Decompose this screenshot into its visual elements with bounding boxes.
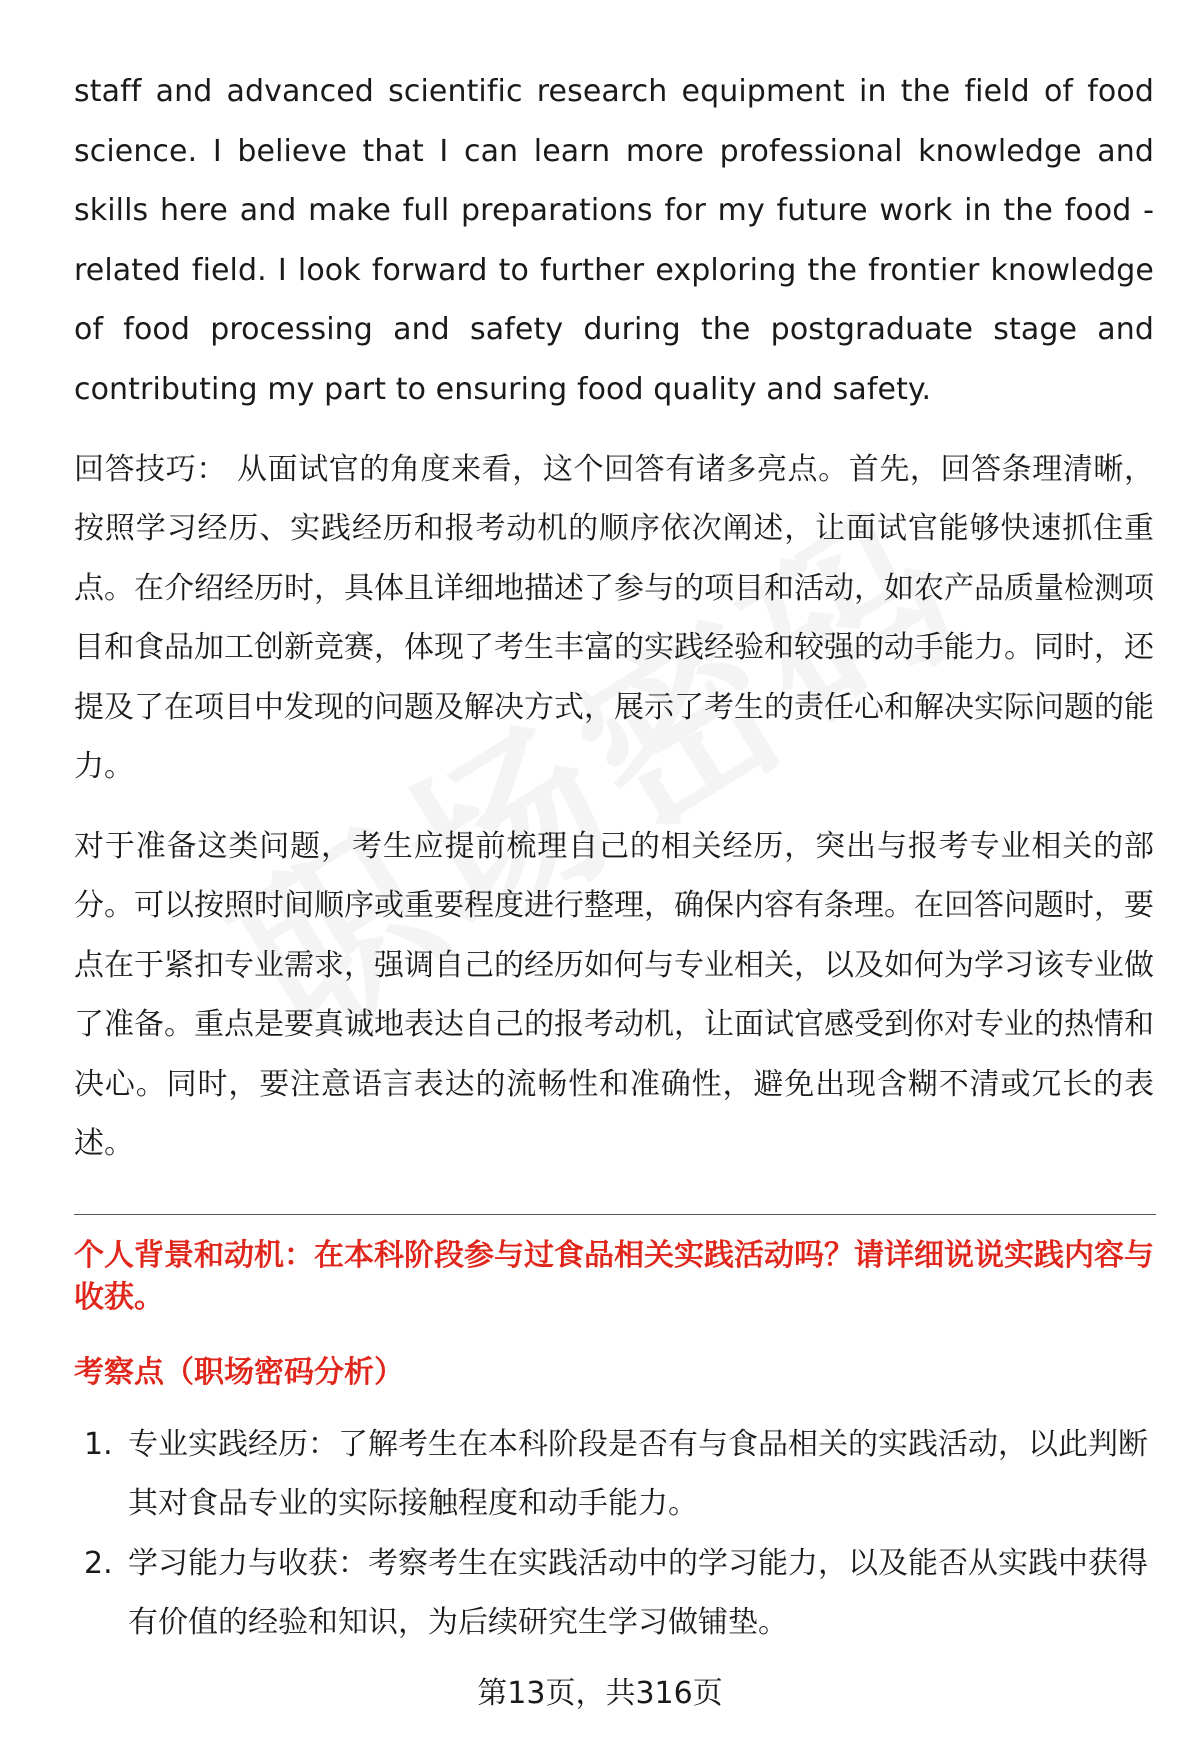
list-item-text: 学习能力与收获：考察考生在实践活动中的学习能力，以及能否从实践中获得有价值的经验和知识，为后续研究生学习做铺垫。	[128, 1545, 1148, 1641]
list-item-number: 2.	[84, 1545, 113, 1581]
list-item	[74, 1534, 1154, 1653]
answer-english-paragraph: staff and advanced scientific research equipment in the field of food science. I believe that I can learn more professional knowledge and skills here and make full preparations for my future work in the food - related field. I look forward to further exploring the frontier knowledge of food processing and safety during the postgraduate stage and contributing my part to ensuring food quality and safety.	[74, 74, 1154, 407]
tips-paragraph: 回答技巧： 从面试官的角度来看，这个回答有诸多亮点。首先，回答条理清晰，按照学习经历、实践经历和报考动机的顺序依次阐述，让面试官能够快速抓住重点。在介绍经历时，具体且详细地描述了参与的项目和活动，如农产品质量检测项目和食品加工创新竞赛，体现了考生丰富的实践经验和较强的动手能力。同时，还提及了在项目中发现的问题及解决方式，展示了考生的责任心和解决实际问题的能力。	[74, 451, 1154, 785]
section-heading: 考察点（职场密码分析）	[74, 1354, 404, 1390]
page-number-footer: 第13页，共316页	[477, 1676, 723, 1711]
list-item-number: 1.	[84, 1426, 113, 1462]
preparation-paragraph: 对于准备这类问题，考生应提前梳理自己的相关经历，突出与报考专业相关的部分。可以按照时间顺序或重要程度进行整理，确保内容有条理。在回答问题时，要点在于紧扣专业需求，强调自己的经历如何与专业相关，以及如何为学习该专业做了准备。重点是要真诚地表达自己的报考动机，让面试官感受到你对专业的热情和决心。同时，要注意语言表达的流畅性和准确性，避免出现含糊不清或冗长的表述。	[74, 828, 1154, 1162]
question-heading: 个人背景和动机：在本科阶段参与过食品相关实践活动吗？请详细说说实践内容与收获。	[74, 1237, 1154, 1315]
section-divider	[74, 1214, 1156, 1215]
list-item-text: 专业实践经历：了解考生在本科阶段是否有与食品相关的实践活动，以此判断其对食品专业的实际接触程度和动手能力。	[128, 1426, 1148, 1522]
list-item	[74, 1415, 1154, 1534]
page-content	[74, 62, 1154, 1653]
points-list	[74, 1415, 1154, 1653]
